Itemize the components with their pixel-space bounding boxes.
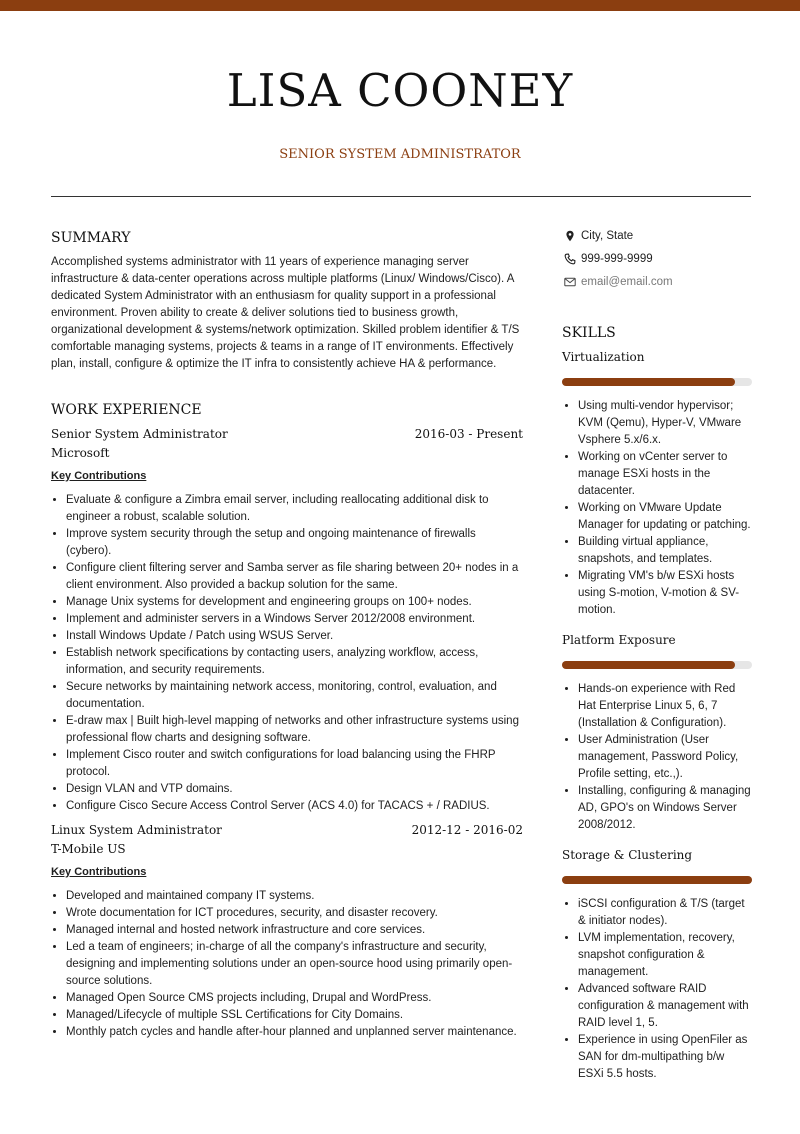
envelope-icon: [564, 276, 576, 288]
skill-bullets: [562, 896, 752, 1083]
key-contributions-label: Key Contributions: [51, 866, 147, 878]
job-header: [51, 425, 523, 444]
summary-text: Accomplished systems administrator with 11 years of experience managing server infrastructure & data-center operations across multiple platforms (Linux/ Windows/Cisco). A dedicated System Administrator with an enthusiasm for quality support in a professional environment. Proven ability to create & deliver solutions tied to business growth, organizational development & systems/network optimization. Skilled problem identifier & T/S comfortable managing systems, projects & teams in a range of IT environments. Effectively plan, install, configure & optimize the IT infra to consistently achieve HA & performance.: [51, 256, 520, 370]
map-pin-icon: [564, 230, 576, 242]
top-accent-bar: [0, 0, 800, 11]
experience-heading: WORK EXPERIENCE: [51, 402, 202, 418]
email-link[interactable]: email@email.com: [581, 276, 673, 288]
skill-name: Virtualization: [562, 350, 645, 364]
job-bullets: [51, 492, 523, 815]
list-item: • Implement and administer servers in a Windows Server 2012/2008 environment.: [66, 611, 523, 628]
skills-section: [562, 323, 752, 1083]
job-entry: [51, 425, 523, 815]
skill-group: [562, 631, 752, 834]
skills-heading: SKILLS: [562, 325, 616, 341]
skill-name: Storage & Clustering: [562, 848, 693, 862]
header-divider: [51, 196, 751, 197]
main-column: [51, 228, 523, 1047]
list-item: • Installing, configuring & managing AD, GPO's on Windows Server 2008/2012.: [578, 783, 752, 834]
list-item: • E-draw max | Built high-level mapping of networks and other infrastructure systems using professional flow charts and designing software.: [66, 713, 523, 747]
phone-icon: [564, 253, 576, 265]
skill-level-fill: [562, 378, 735, 386]
list-item: • Working on VMware Update Manager for updating or patching.: [578, 500, 752, 534]
skill-bullets: [562, 681, 752, 834]
job-role: Linux System Administrator: [51, 823, 222, 837]
skill-name: Platform Exposure: [562, 633, 676, 647]
list-item: • Improve system security through the setup and ongoing maintenance of firewalls (cybero).: [66, 526, 523, 560]
list-item: • LVM implementation, recovery, snapshot configuration & management.: [578, 930, 752, 981]
list-item: • Managed internal and hosted network infrastructure and core services.: [66, 922, 523, 939]
list-item: • Developed and maintained company IT systems.: [66, 888, 523, 905]
skill-group: [562, 846, 752, 1083]
sidebar-column: [562, 228, 752, 1095]
contact-block: [562, 228, 752, 290]
list-item: • Install Windows Update / Patch using WSUS Server.: [66, 628, 523, 645]
candidate-name: LISA COONEY: [226, 64, 574, 117]
job-role: Senior System Administrator: [51, 427, 228, 441]
list-item: • Migrating VM's b/w ESXi hosts using S-motion, V-motion & SV-motion.: [578, 568, 752, 619]
list-item: • Manage Unix systems for development and engineering groups on 100+ nodes.: [66, 594, 523, 611]
job-company: T-Mobile US: [51, 842, 126, 856]
skill-level-fill: [562, 661, 735, 669]
list-item: • Monthly patch cycles and handle after-hour planned and unplanned server maintenance.: [66, 1024, 523, 1041]
skill-group: [562, 348, 752, 619]
skill-bullets: [562, 398, 752, 619]
location-text: City, State: [581, 230, 634, 242]
skill-level-bar: [562, 661, 752, 669]
list-item: • Configure Cisco Secure Access Control Server (ACS 4.0) for TACACS + / RADIUS.: [66, 798, 523, 815]
skill-level-bar: [562, 378, 752, 386]
list-item: • Secure networks by maintaining network access, monitoring, control, evaluation, and documentation.: [66, 679, 523, 713]
job-dates: 2012-12 - 2016-02: [411, 823, 523, 837]
contact-location: [562, 228, 752, 244]
job-company: Microsoft: [51, 446, 110, 460]
list-item: • User Administration (User management, Password Policy, Profile setting, etc.,).: [578, 732, 752, 783]
list-item: • Evaluate & configure a Zimbra email server, including reallocating additional disk to engineer a robust, scalable solution.: [66, 492, 523, 526]
list-item: • Configure client filtering server and Samba server as file sharing between 20+ nodes in a client environment. Also provided a backup solution for the same.: [66, 560, 523, 594]
skill-level-bar: [562, 876, 752, 884]
job-entry: [51, 821, 523, 1041]
list-item: • Led a team of engineers; in-charge of all the company's infrastructure and security, designing and implementing solutions under an open-source hood using primarily open-source solutions.: [66, 939, 523, 990]
contact-phone: [562, 251, 752, 267]
job-bullets: [51, 888, 523, 1041]
candidate-title: SENIOR SYSTEM ADMINISTRATOR: [279, 147, 521, 162]
summary-heading: SUMMARY: [51, 230, 131, 246]
experience-section: [51, 400, 523, 1041]
job-header: [51, 821, 523, 840]
list-item: • Managed/Lifecycle of multiple SSL Certifications for City Domains.: [66, 1007, 523, 1024]
list-item: • Managed Open Source CMS projects including, Drupal and WordPress.: [66, 990, 523, 1007]
list-item: • Advanced software RAID configuration & management with RAID level 1, 5.: [578, 981, 752, 1032]
list-item: • iSCSI configuration & T/S (target & initiator nodes).: [578, 896, 752, 930]
list-item: • Hands-on experience with Red Hat Enterprise Linux 5, 6, 7 (Installation & Configuration).: [578, 681, 752, 732]
list-item: • Building virtual appliance, snapshots, and templates.: [578, 534, 752, 568]
contact-email[interactable]: [562, 274, 752, 290]
phone-text: 999-999-9999: [581, 253, 653, 265]
list-item: • Implement Cisco router and switch configurations for load balancing using the FHRP protocol.: [66, 747, 523, 781]
list-item: • Using multi-vendor hypervisor; KVM (Qemu), Hyper-V, VMware Vsphere 5.x/6.x.: [578, 398, 752, 449]
job-dates: 2016-03 - Present: [414, 427, 523, 441]
list-item: • Design VLAN and VTP domains.: [66, 781, 523, 798]
list-item: • Experience in using OpenFiler as SAN for dm-multipathing b/w ESXi 5.5 hosts.: [578, 1032, 752, 1083]
summary-section: [51, 228, 523, 373]
list-item: • Working on vCenter server to manage ESXi hosts in the datacenter.: [578, 449, 752, 500]
skill-level-fill: [562, 876, 752, 884]
key-contributions-label: Key Contributions: [51, 470, 147, 482]
list-item: • Establish network specifications by contacting users, analyzing workflow, access, information, and security requirements.: [66, 645, 523, 679]
list-item: • Wrote documentation for ICT procedures, security, and disaster recovery.: [66, 905, 523, 922]
